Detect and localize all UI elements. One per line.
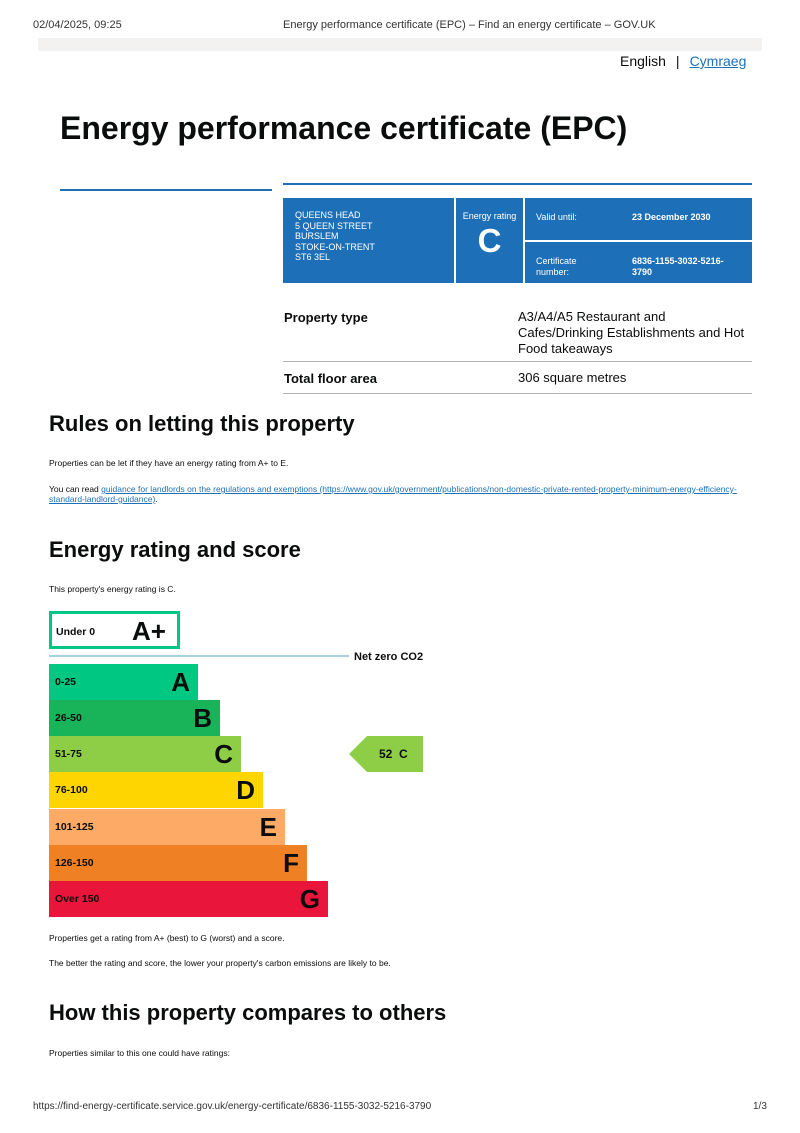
floor-area-label: Total floor area [284, 371, 377, 386]
rating-intro: This property's energy rating is C. [49, 584, 176, 594]
band-range: Under 0 [56, 626, 96, 638]
compare-heading: How this property compares to others [49, 1000, 447, 1025]
band-letter: G [299, 884, 320, 914]
divider-left [60, 189, 272, 191]
address-line: STOKE-ON-TRENT [295, 241, 375, 252]
language-switcher [620, 53, 746, 69]
band-letter: A [171, 667, 190, 697]
valid-until-value: 23 December 2030 [632, 212, 711, 222]
certificate-number-label-line: number: [536, 267, 570, 277]
guidance-prefix: You can read [49, 484, 102, 494]
print-page-title: Energy performance certificate (EPC) – Find an energy certificate – GOV.UK [283, 19, 656, 31]
language-welsh-link[interactable]: Cymraeg [689, 53, 747, 69]
band-letter: E [259, 812, 277, 842]
band-range: 126-150 [55, 857, 94, 869]
net-zero-line [49, 655, 349, 657]
band-range: 101-125 [55, 821, 94, 833]
rating-heading: Energy rating and score [49, 537, 301, 562]
letting-guidance [49, 484, 739, 504]
band-range: 51-75 [55, 748, 82, 760]
valid-until-label: Valid until: [536, 212, 577, 222]
band-range: 76-100 [55, 784, 88, 796]
property-address [295, 210, 375, 263]
divider-right [283, 183, 752, 185]
energy-rating-label: Energy rating [462, 211, 517, 221]
floor-area-value: 306 square metres [518, 370, 627, 385]
band-e [49, 809, 285, 845]
band-letter: A+ [132, 616, 166, 646]
band-aplus [49, 611, 180, 649]
property-type-value: A3/A4/A5 Restaurant and Cafes/Drinking Establishments and Hot Food takeaways [518, 309, 745, 356]
row-divider [283, 393, 752, 394]
band-d [49, 772, 263, 808]
print-url: https://find-energy-certificate.service.gov.uk/energy-certificate/6836-1155-3032-5216-3790 [33, 1101, 432, 1112]
certificate-number-line: 3790 [632, 267, 653, 277]
band-range: 0-25 [55, 676, 77, 688]
band-c [49, 736, 241, 772]
band-g [49, 881, 328, 917]
band-range: Over 150 [55, 893, 100, 905]
certificate-number-label [536, 256, 577, 278]
current-letter: C [399, 747, 408, 761]
address-line: BURSLEM [295, 231, 339, 241]
row-divider [283, 361, 752, 362]
certificate-number-label-line: Certificate [536, 256, 577, 266]
certificate-number-value [632, 256, 724, 278]
net-zero-label: Net zero CO2 [354, 651, 424, 663]
energy-rating-value: C [477, 222, 502, 259]
guidance-suffix: . [155, 494, 158, 504]
rating-note-2: The better the rating and score, the lower your property's carbon emissions are likely to be. [49, 958, 391, 968]
address-line: ST6 3EL [295, 252, 331, 262]
letting-text: Properties can be let if they have an energy rating from A+ to E. [49, 458, 289, 468]
address-line: 5 QUEEN STREET [295, 220, 373, 231]
band-f [49, 845, 307, 881]
rating-note-1: Properties get a rating from A+ (best) to G (worst) and a score. [49, 933, 285, 943]
page-title: Energy performance certificate (EPC) [60, 110, 628, 146]
language-english: English [620, 53, 666, 69]
certificate-summary [283, 198, 752, 283]
current-rating-text [379, 747, 408, 761]
band-letter: B [193, 703, 212, 733]
language-separator: | [675, 53, 680, 69]
certificate-number-line: 6836-1155-3032-5216- [632, 256, 724, 266]
letting-heading: Rules on letting this property [49, 411, 355, 436]
band-letter: D [236, 775, 255, 805]
band-letter: C [214, 739, 233, 769]
compare-text: Properties similar to this one could have ratings: [49, 1048, 230, 1058]
address-line: QUEENS HEAD [295, 210, 361, 220]
band-b [49, 700, 220, 736]
print-date: 02/04/2025, 09:25 [33, 19, 122, 31]
print-page-number: 1/3 [753, 1101, 767, 1112]
current-score: 52 [379, 747, 393, 761]
band-a [49, 664, 198, 700]
band-letter: F [283, 848, 299, 878]
property-type-label: Property type [284, 310, 368, 325]
band-range: 26-50 [55, 712, 82, 724]
header-bar [38, 38, 762, 51]
summary-divider [525, 240, 752, 242]
guidance-link[interactable]: guidance for landlords on the regulations and exemptions (https://www.gov.uk/government/publications/non-domestic-private-rented-property-minimum-energy-efficiency-standard-landlord-guidance) [49, 484, 737, 504]
